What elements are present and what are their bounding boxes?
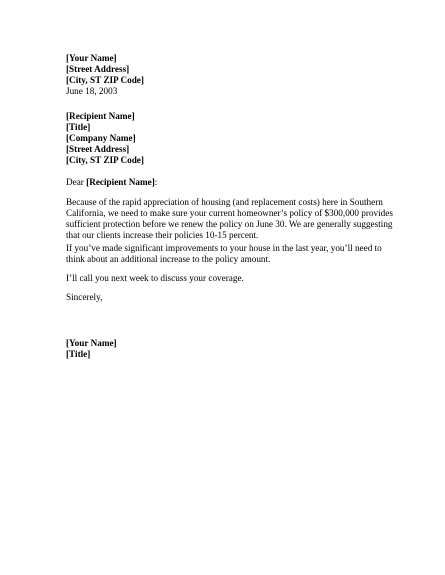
recipient-street: [Street Address]: [66, 144, 130, 154]
salutation-prefix: Dear: [66, 177, 87, 187]
sender-street: [Street Address]: [66, 64, 130, 74]
sender-name: [Your Name]: [66, 53, 117, 63]
recipient-name: [Recipient Name]: [66, 111, 135, 121]
salutation-line: [66, 177, 381, 188]
letter-date: June 18, 2003: [66, 86, 118, 96]
paragraph-line: that our clients increase their policies 10-15 percent.: [66, 230, 259, 240]
salutation: [66, 177, 381, 188]
paragraph-line: I’ll call you next week to discuss your coverage.: [66, 273, 244, 283]
closing: [66, 292, 381, 303]
paragraph-line: If you’ve made significant improvements to your house in the last year, you’ll need to: [66, 243, 382, 253]
sender-address-block: [66, 53, 381, 97]
sender-city: [City, ST ZIP Code]: [66, 75, 144, 85]
body-paragraph-2: [66, 243, 381, 265]
closing-text: Sincerely,: [66, 292, 103, 302]
paragraph-line: California, we need to make sure your current homeowner’s policy of $300,000 provides: [66, 208, 393, 218]
recipient-address-block: [66, 111, 381, 166]
recipient-city: [City, ST ZIP Code]: [66, 155, 144, 165]
paragraph-line: think about an additional increase to the policy amount.: [66, 254, 271, 264]
signature-name: [Your Name]: [66, 338, 117, 348]
body-paragraph-3: [66, 273, 381, 284]
recipient-company: [Company Name]: [66, 133, 136, 143]
recipient-title: [Title]: [66, 122, 91, 132]
salutation-name: [Recipient Name]: [86, 177, 155, 187]
signature-title: [Title]: [66, 349, 91, 359]
body-paragraph-1: [66, 197, 393, 241]
paragraph-line: Because of the rapid appreciation of housing (and replacement costs) here in Southern: [66, 197, 383, 207]
paragraph-line: sufficient protection before we renew the policy on June 30. We are generally suggesting: [66, 219, 393, 229]
salutation-suffix: :: [154, 177, 158, 187]
signature-block: [66, 338, 381, 360]
